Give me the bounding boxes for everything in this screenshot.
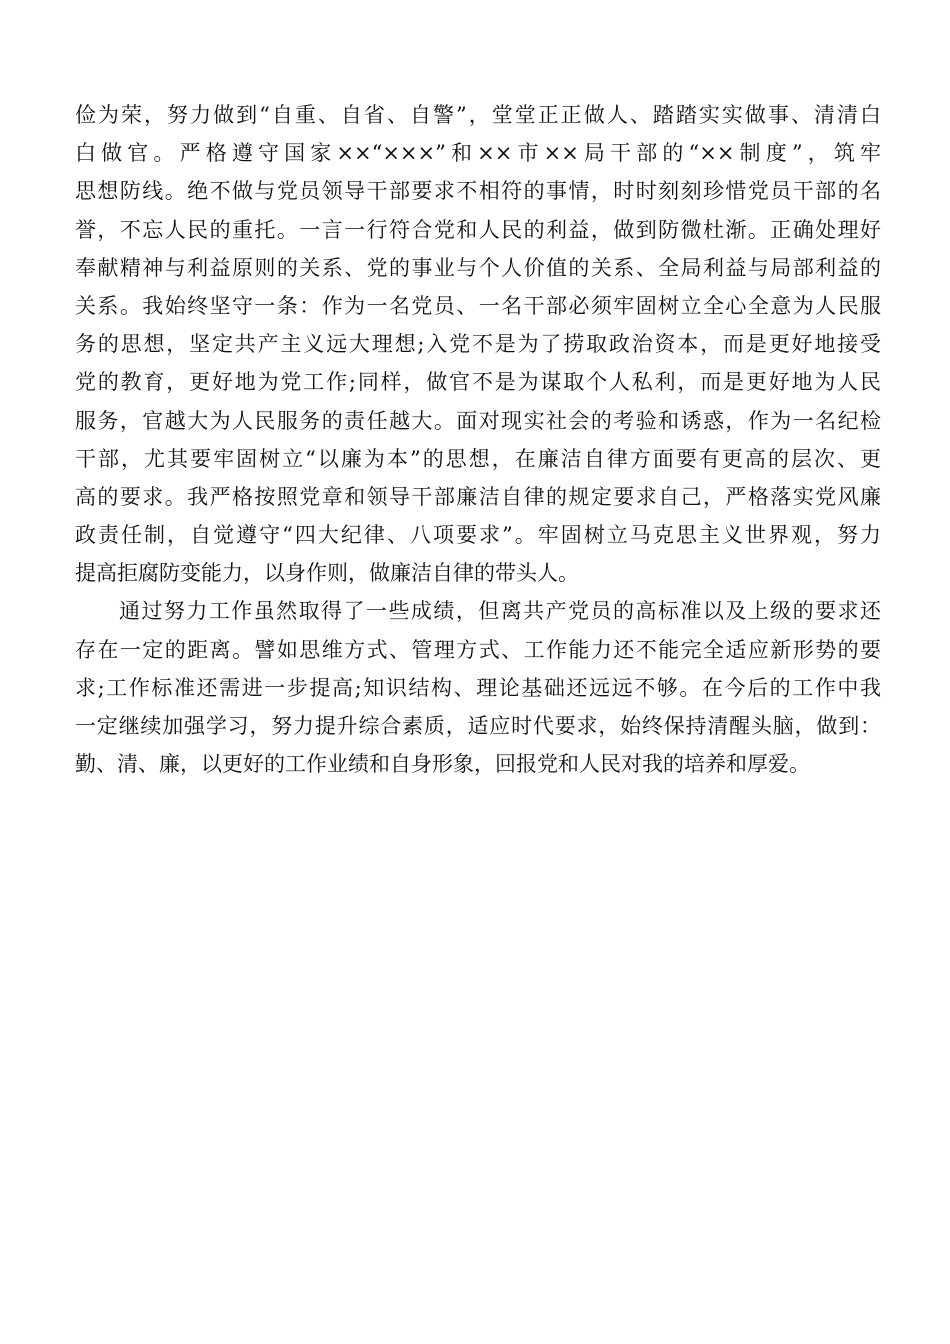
text-line: 勤、清、廉，以更好的工作业绩和自身形象，回报党和人民对我的培养和厚爱。	[75, 752, 810, 777]
paragraph-1	[75, 96, 881, 592]
text-line: 党的教育，更好地为党工作;同样，做官不是为谋取个人私利，而是更好地为人民	[75, 370, 881, 395]
text-line: 誉，不忘人民的重托。一言一行符合党和人民的利益，做到防微杜渐。正确处理好	[75, 217, 881, 242]
text-line: 高的要求。我严格按照党章和领导干部廉洁自律的规定要求自己，严格落实党风廉	[75, 484, 881, 509]
text-line: 务的思想，坚定共产主义远大理想;入党不是为了捞取政治资本，而是更好地接受	[75, 332, 881, 357]
text-line: 关系。我始终坚守一条：作为一名党员、一名干部必须牢固树立全心全意为人民服	[75, 293, 881, 318]
text-line: 奉献精神与利益原则的关系、党的事业与个人价值的关系、全局利益与局部利益的	[75, 255, 881, 280]
text-line: 服务，官越大为人民服务的责任越大。面对现实社会的考验和诱惑，作为一名纪检	[75, 408, 881, 433]
text-line: 政责任制，自觉遵守“四大纪律、八项要求”。牢固树立马克思主义世界观，努力	[75, 523, 881, 548]
text-line: 存在一定的距离。譬如思维方式、管理方式、工作能力还不能完全适应新形势的要	[75, 637, 881, 662]
paragraph-2	[75, 592, 881, 783]
text-line: 求;工作标准还需进一步提高;知识结构、理论基础还远远不够。在今后的工作中我	[75, 675, 881, 700]
text-line: 白做官。严格遵守国家××“×××”和××市××局干部的“××制度”，筑牢	[75, 141, 881, 166]
text-line: 提高拒腐防变能力，以身作则，做廉洁自律的带头人。	[75, 561, 579, 586]
text-line: 干部，尤其要牢固树立“以廉为本”的思想，在廉洁自律方面要有更高的层次、更	[75, 446, 881, 471]
document-body	[75, 96, 881, 783]
text-line: 通过努力工作虽然取得了一些成绩，但离共产党员的高标准以及上级的要求还	[119, 599, 881, 624]
text-line: 一定继续加强学习，努力提升综合素质，适应时代要求，始终保持清醒头脑，做到：	[75, 714, 881, 738]
text-line: 思想防线。绝不做与党员领导干部要求不相符的事情，时时刻刻珍惜党员干部的名	[75, 179, 881, 204]
text-line: 俭为荣，努力做到“自重、自省、自警”，堂堂正正做人、踏踏实实做事、清清白	[75, 103, 881, 127]
